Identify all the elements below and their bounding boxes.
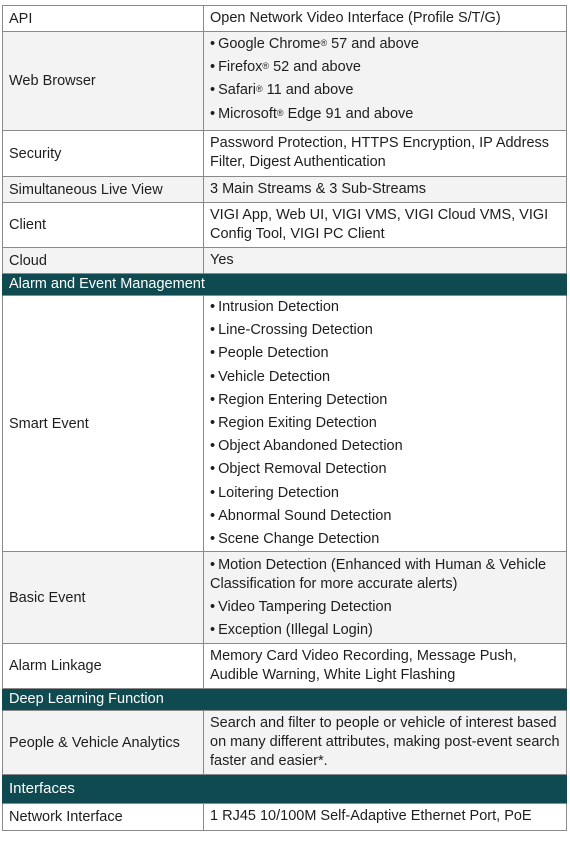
list-item: • Video Tampering Detection bbox=[210, 599, 392, 615]
list-item: • People Detection bbox=[210, 345, 329, 362]
list-item: • Google Chrome® 57 and above bbox=[210, 36, 419, 52]
row-label: Client bbox=[2, 203, 204, 247]
row-value bbox=[204, 552, 567, 643]
list-item: • Region Entering Detection bbox=[210, 391, 388, 408]
list-item: • Scene Change Detection bbox=[210, 530, 380, 547]
row-web-browser bbox=[2, 32, 567, 131]
row-basic-event bbox=[2, 552, 567, 644]
row-security bbox=[2, 131, 567, 177]
spec-table bbox=[2, 5, 567, 831]
row-label: API bbox=[2, 6, 204, 31]
section-header-interfaces: Interfaces bbox=[2, 775, 567, 804]
list-item: • Motion Detection (Enhanced with Human & Vehicle Classification for more accurate alerts) bbox=[210, 557, 547, 592]
row-live-view bbox=[2, 177, 567, 203]
list-item: • Object Abandoned Detection bbox=[210, 438, 403, 455]
row-label: Web Browser bbox=[2, 32, 204, 130]
row-label: Alarm Linkage bbox=[2, 644, 204, 688]
list-item: • Loitering Detection bbox=[210, 484, 339, 501]
row-label: Security bbox=[2, 131, 204, 176]
list-item: • Microsoft® Edge 91 and above bbox=[210, 105, 414, 122]
row-value: Password Protection, HTTPS Encryption, IP Address Filter, Digest Authentication bbox=[204, 131, 567, 176]
list-item: • Intrusion Detection bbox=[210, 299, 339, 315]
row-network-interface bbox=[2, 804, 567, 831]
list-item: • Firefox® 52 and above bbox=[210, 59, 361, 76]
row-analytics bbox=[2, 711, 567, 775]
row-label: People & Vehicle Analytics bbox=[2, 711, 204, 774]
row-api bbox=[2, 5, 567, 32]
row-label: Basic Event bbox=[2, 552, 204, 643]
row-label: Network Interface bbox=[2, 804, 204, 830]
row-value: 1 RJ45 10/100M Self-Adaptive Ethernet Port, PoE bbox=[204, 804, 567, 830]
list-item: • Safari® 11 and above bbox=[210, 82, 354, 99]
section-header-alarm: Alarm and Event Management bbox=[2, 274, 567, 296]
bullet: • bbox=[210, 36, 216, 52]
row-value: Search and filter to people or vehicle of interest based on many different attributes, making post-event search faster and easier*. bbox=[204, 711, 567, 774]
bullet: • bbox=[210, 59, 216, 76]
bullet: • bbox=[210, 82, 216, 99]
list-item: • Vehicle Detection bbox=[210, 368, 331, 385]
row-value: Memory Card Video Recording, Message Push, Audible Warning, White Light Flashing bbox=[204, 644, 567, 688]
list-item: • Object Removal Detection bbox=[210, 461, 387, 478]
list-item: • Line-Crossing Detection bbox=[210, 322, 373, 339]
row-value: 3 Main Streams & 3 Sub-Streams bbox=[204, 177, 567, 202]
row-alarm-linkage bbox=[2, 644, 567, 689]
list-item: • Exception (Illegal Login) bbox=[210, 622, 373, 639]
row-label: Smart Event bbox=[2, 296, 204, 551]
list-item: • Abnormal Sound Detection bbox=[210, 507, 392, 524]
row-value bbox=[204, 32, 567, 130]
row-smart-event bbox=[2, 296, 567, 552]
row-client bbox=[2, 203, 567, 248]
row-label: Simultaneous Live View bbox=[2, 177, 204, 202]
list-item: • Region Exiting Detection bbox=[210, 414, 377, 431]
row-cloud bbox=[2, 248, 567, 274]
row-value: Yes bbox=[204, 248, 567, 273]
row-value: Open Network Video Interface (Profile S/T/G) bbox=[204, 6, 567, 31]
row-value: VIGI App, Web UI, VIGI VMS, VIGI Cloud VMS, VIGI Config Tool, VIGI PC Client bbox=[204, 203, 567, 247]
bullet: • bbox=[210, 105, 216, 122]
row-label: Cloud bbox=[2, 248, 204, 273]
section-header-deep-learning: Deep Learning Function bbox=[2, 689, 567, 711]
row-value bbox=[204, 296, 567, 551]
